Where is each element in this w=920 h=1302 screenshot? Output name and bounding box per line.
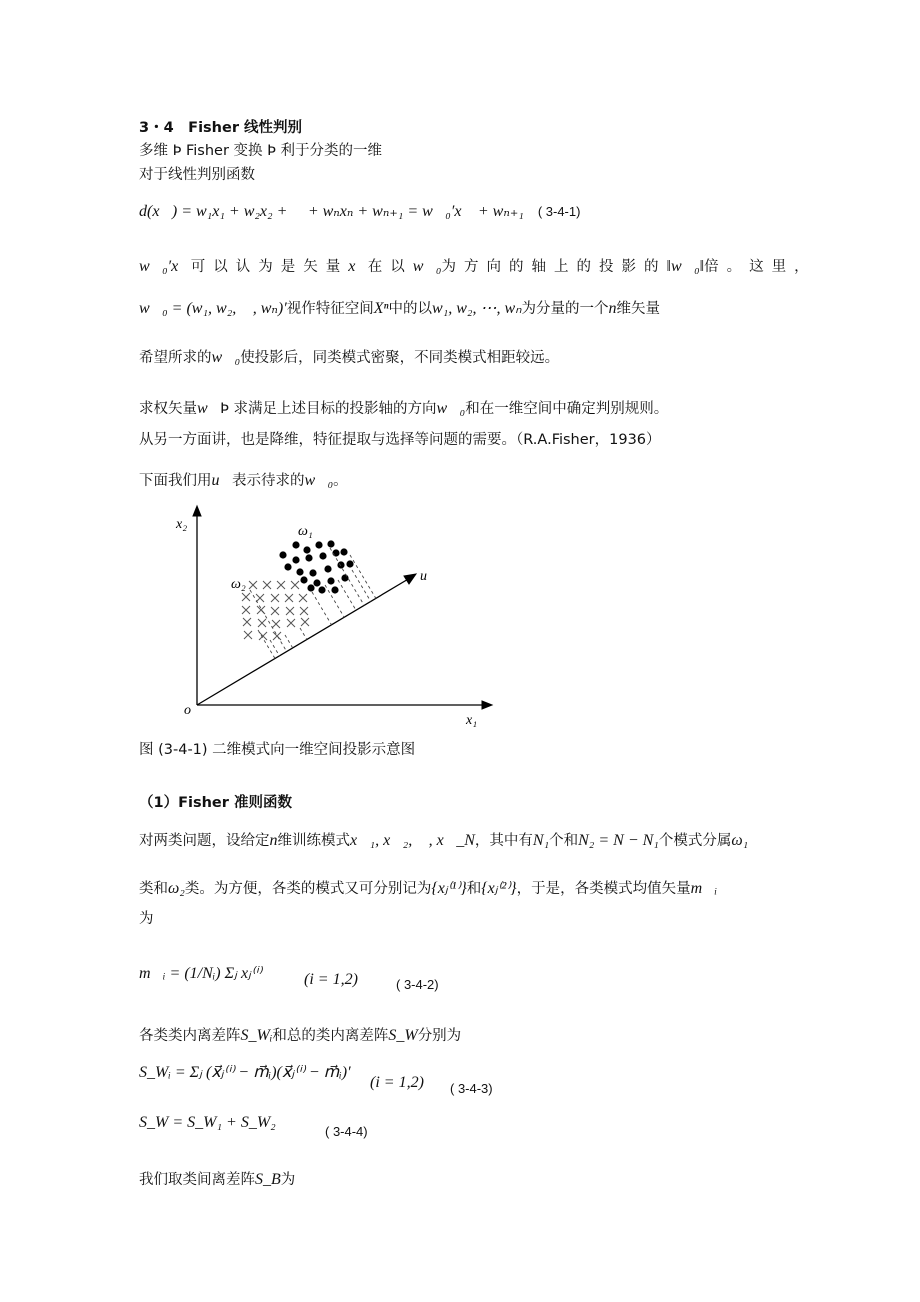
text: ，其中有 <box>474 833 533 849</box>
equation-math: d(x⃗) = w₁x₁ + w₂x₂ + ⋯ + wₙxₙ + wₙ₊₁ = w⃗₀′x⃗ + wₙ₊₁ <box>139 203 524 220</box>
class1-point <box>331 586 338 593</box>
text: 为 <box>280 1172 296 1188</box>
text: 个模式分属 <box>658 833 732 849</box>
class1-point <box>284 563 291 570</box>
text: 为方向的轴上的投影的 <box>441 259 667 275</box>
text: 各类类内离差阵 <box>139 1028 241 1044</box>
class1-point <box>296 568 303 575</box>
x2-label: x₂ <box>176 517 188 532</box>
projection-line <box>312 592 332 625</box>
text: 希望所求的 <box>139 350 212 366</box>
class1-point <box>292 541 299 548</box>
equation-label: ( 3-4-2) <box>396 977 439 992</box>
math: m⃗ᵢ <box>690 880 718 897</box>
text: 为分量的一个 <box>521 301 609 317</box>
text: 维训练模式 <box>277 833 350 849</box>
text: ，于是，各类模式均值矢量 <box>516 881 691 897</box>
class1-point <box>337 561 344 568</box>
text: 中的以 <box>388 301 433 317</box>
class1-point <box>303 546 310 553</box>
class1-point <box>340 548 347 555</box>
math: n <box>608 300 617 317</box>
class1-point <box>318 586 325 593</box>
text: 视作特征空间 <box>286 301 374 317</box>
math: w⃗₀ <box>211 349 241 366</box>
text-line: 从另一方面讲，也是降维，特征提取与选择等问题的需要。（R.A.Fisher，1936） <box>139 432 661 448</box>
class2-cross <box>287 619 295 627</box>
text-line: 多维 Þ Fisher 变换 Þ 利于分类的一维 <box>139 143 383 159</box>
math: ‖w⃗₀‖ <box>666 258 705 275</box>
text: Þ 求满足上述目标的投影轴的方向 <box>220 401 437 417</box>
text: 对两类问题，设给定 <box>139 833 270 849</box>
text: 可以认为是矢量 <box>190 259 349 275</box>
projection-line <box>352 570 371 601</box>
text: 。 <box>333 473 348 489</box>
equation-math: S_Wᵢ = Σⱼ (x⃗ⱼ⁽ⁱ⁾ − m⃗ᵢ)(x⃗ⱼ⁽ⁱ⁾ − m⃗ᵢ)′ <box>139 1064 351 1081</box>
class2-cross <box>259 632 267 640</box>
math: x⃗ <box>348 258 368 275</box>
x1-label: x₁ <box>466 713 478 728</box>
text: 下面我们用 <box>139 473 212 489</box>
text: 使投影后，同类模式密聚，不同类模式相距较远。 <box>240 350 560 366</box>
projection-line <box>285 635 293 648</box>
math: ω₂ <box>168 880 185 897</box>
class2-cross <box>242 606 250 614</box>
class2-cross <box>249 581 257 589</box>
class1-point <box>346 560 353 567</box>
class1-point <box>327 577 334 584</box>
class2-cross <box>300 607 308 615</box>
math: n <box>269 832 278 849</box>
text-line: 对于线性判别函数 <box>139 167 255 183</box>
projection-line <box>270 640 279 656</box>
math: N₁ <box>532 832 550 849</box>
text: 个和 <box>549 833 579 849</box>
class1-point <box>307 584 314 591</box>
equation-label: ( 3-4-4) <box>325 1124 368 1139</box>
class1-point <box>309 569 316 576</box>
math: w⃗₀ = (w₁, w₂, ⋯, wₙ)′ <box>139 300 287 317</box>
omega1-label: ω₁ <box>298 524 313 539</box>
paragraph <box>139 877 717 898</box>
class1-point <box>305 554 312 561</box>
math: w₁, w₂, ⋯, wₙ <box>432 300 522 317</box>
text: 类和 <box>139 881 168 897</box>
math: {xⱼ⁽¹⁾} <box>431 880 467 897</box>
class1-point <box>341 574 348 581</box>
class1-point <box>324 565 331 572</box>
math: w⃗₀ <box>304 472 334 489</box>
paragraph <box>139 1024 461 1045</box>
class2-cross <box>263 581 271 589</box>
projection-line <box>250 590 287 652</box>
math: w⃗₀ <box>412 258 442 275</box>
class1-point <box>313 579 320 586</box>
text: 和 <box>466 881 482 897</box>
class2-cross <box>271 607 279 615</box>
equation-3-4-4 <box>139 1114 368 1139</box>
class2-cross <box>258 619 266 627</box>
class2-cross <box>271 594 279 602</box>
class2-cross <box>243 618 251 626</box>
equation-3-4-2 <box>139 963 439 992</box>
class1-point <box>292 556 299 563</box>
class1-point <box>327 540 334 547</box>
math: w⃗₀ <box>436 400 466 417</box>
subsection-title: （1）Fisher 准则函数 <box>139 795 292 811</box>
text: 在以 <box>367 259 413 275</box>
projection-line <box>300 628 307 639</box>
text: 我们取类间离差阵 <box>139 1172 255 1188</box>
class2-cross <box>291 581 299 589</box>
equation-3-4-3 <box>139 1062 493 1096</box>
paragraph <box>139 829 748 850</box>
text: 维矢量 <box>616 301 661 317</box>
math: w⃗₀′x⃗ <box>139 258 191 275</box>
class2-cross <box>256 594 264 602</box>
projection-line <box>258 630 275 658</box>
equation-math: m⃗ᵢ = (1/Nᵢ) Σⱼ xⱼ⁽ⁱ⁾ <box>139 965 262 982</box>
class2-cross <box>286 607 294 615</box>
equation-math: S_W = S_W₁ + S_W₂ <box>139 1114 276 1131</box>
class1-point <box>315 541 322 548</box>
math: x⃗₁, x⃗₂, ⋯, x⃗_N <box>350 832 475 849</box>
origin-label: o <box>184 703 191 718</box>
class1-point <box>279 551 286 558</box>
math: w⃗ <box>197 400 221 417</box>
projection-line <box>338 580 356 610</box>
math: S_W <box>388 1027 418 1044</box>
class2-cross <box>242 593 250 601</box>
text: 和在一维空间中确定判别规则。 <box>465 401 669 417</box>
class2-cross <box>273 632 281 640</box>
y-arrow-icon <box>193 506 201 516</box>
equation-condition: (i = 1,2) <box>304 971 358 988</box>
math: {xⱼ⁽²⁾} <box>481 880 517 897</box>
math: S_Wᵢ <box>240 1027 273 1044</box>
math: ω₁ <box>731 832 749 849</box>
section-title: 3・4 Fisher 线性判别 <box>139 120 303 136</box>
paragraph <box>139 1168 295 1189</box>
text: 表示待求的 <box>231 473 305 489</box>
class2-cross <box>301 618 309 626</box>
text-line: 为 <box>139 911 154 927</box>
class2-cross <box>244 631 252 639</box>
equation-label: ( 3-4-1) <box>537 204 581 219</box>
text: 和总的类内离差阵 <box>272 1028 389 1044</box>
class2-cross <box>285 594 293 602</box>
math: u⃗ <box>211 472 232 489</box>
class2-cross <box>272 620 280 628</box>
math: N₂ = N − N₁ <box>578 832 659 849</box>
figure-caption: 图 (3-4-1) 二维模式向一维空间投影示意图 <box>139 742 416 758</box>
equation-condition: (i = 1,2) <box>370 1074 424 1091</box>
text: 分别为 <box>417 1028 462 1044</box>
equation-label: ( 3-4-3) <box>450 1081 493 1096</box>
projection-line <box>350 555 376 598</box>
text: 求权矢量 <box>139 401 197 417</box>
class2-cross <box>277 581 285 589</box>
x-arrow-icon <box>482 701 492 709</box>
class1-point <box>319 552 326 559</box>
math: Xⁿ <box>373 300 389 317</box>
text: 类。为方便，各类的模式又可分别记为 <box>184 881 432 897</box>
u-label: u⃗ <box>420 569 438 584</box>
class1-point <box>300 576 307 583</box>
text: 倍。这里， <box>704 259 817 275</box>
math: S_B <box>255 1171 281 1188</box>
omega2-label: ω₂ <box>231 577 246 592</box>
u-arrow-icon <box>404 574 416 584</box>
class2-cross <box>299 594 307 602</box>
